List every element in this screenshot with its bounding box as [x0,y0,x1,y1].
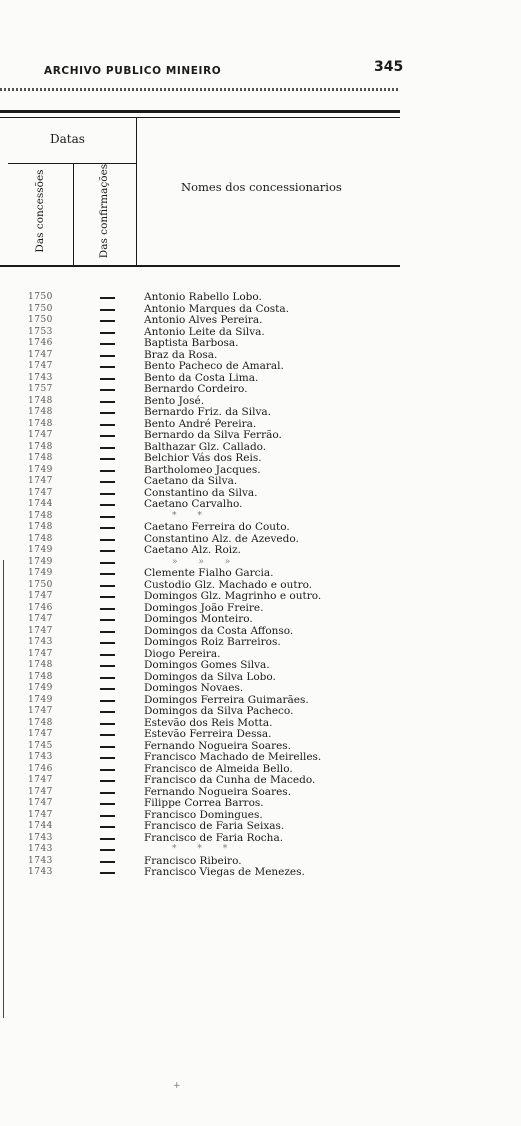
confirmacoes-header: Das confirmações [98,163,110,259]
concessao-date: 1748 [28,660,53,670]
confirmacao-dash [100,470,115,472]
concessionario-name: Belchior Vás dos Reis. [144,452,262,464]
concessao-date: 1748 [28,522,53,532]
confirmacao-dash [100,596,115,598]
confirmacao-dash [100,642,115,644]
concessionario-name: Francisco de Almeida Bello. [144,762,293,775]
concessionario-name: Caetano Ferreira do Couto. [144,521,290,533]
concessionario-name: Bento da Costa Lima. [144,371,259,384]
confirmacao-dash [100,504,115,506]
concessionario-name: Domingos João Freire. [144,601,264,614]
concessao-date: 1749 [28,683,53,693]
concessionario-name: Francisco de Faria Rocha. [144,831,284,844]
concessao-date: 1744 [28,821,53,831]
table-row [0,476,521,488]
concessionario-name: Bento Pacheco de Amaral. [144,360,284,372]
table-row [0,430,521,442]
confirmacao-dash [100,539,115,541]
concessionario-name: Domingos da Silva Pacheco. [144,705,294,717]
confirmacao-dash [100,838,115,840]
confirmacao-dash [100,654,115,656]
table-row [0,499,521,511]
confirmacao-dash [100,366,115,368]
concessao-date: 1747 [28,614,53,624]
confirmacao-dash [100,493,115,495]
table-row [0,591,521,603]
concessionario-name: Estevão dos Reis Motta. [144,716,273,729]
table-row [0,292,521,304]
concessao-date: 1746 [28,763,53,774]
confirmacao-dash [100,665,115,667]
confirmacao-dash [100,792,115,794]
confirmacao-dash [100,826,115,828]
concessionario-name: Francisco da Cunha de Macedo. [144,774,316,786]
table-row [0,384,521,396]
confirmacao-dash [100,872,115,874]
table-row [0,844,521,856]
concessao-date: 1748 [28,453,53,463]
concessao-date: 1747 [28,591,53,601]
column-divider [73,163,74,267]
concessionario-name: Caetano Alz. Roiz. [144,544,242,556]
concessoes-header: Das concessões [34,169,46,253]
confirmacao-dash [100,458,115,460]
concessionario-name: Fernando Nogueira Soares. [144,739,292,752]
table-row [0,798,521,810]
concessionario-name: Domingos da Costa Affonso. [144,624,294,637]
concessao-date: 1757 [28,384,53,394]
table-row [0,407,521,419]
concessao-date: 1747 [28,809,53,820]
concessao-date: 1747 [28,706,53,716]
concessao-date: 1748 [28,407,53,417]
wavy-rule [0,88,400,91]
concessao-date: 1747 [28,648,53,659]
confirmacao-dash [100,320,115,322]
concessao-date: 1744 [28,499,53,509]
table-row [0,672,521,684]
concessao-date: 1748 [28,418,53,429]
concessionario-name: Domingos da Silva Lobo. [144,670,276,683]
table-row [0,315,521,327]
concessionario-name: Estevão Ferreira Dessa. [144,728,272,740]
table-row [0,867,521,879]
concessao-date: 1749 [28,568,53,578]
concessionario-name: Bartholomeo Jacques. [144,463,261,476]
confirmacao-dash [100,297,115,299]
confirmacao-dash [100,723,115,725]
concessionario-name: Domingos Monteiro. [144,613,253,625]
table-row [0,833,521,845]
concessionario-name: Constantino Alz. de Azevedo. [144,532,299,545]
concessao-date: 1748 [28,671,53,682]
confirmacao-dash [100,309,115,311]
table-row [0,361,521,373]
confirmacao-dash [100,343,115,345]
concessionario-name: Custodio Glz. Machado e outro. [144,578,313,591]
footer-mark: + [173,1081,181,1091]
confirmacao-dash [100,746,115,748]
concessao-date: 1743 [28,855,53,866]
table-top-rule [0,110,400,113]
confirmacao-dash [100,481,115,483]
confirmacao-dash [100,447,115,449]
confirmacao-dash [100,585,115,587]
confirmacao-dash [100,332,115,334]
concessao-date: 1746 [28,338,53,348]
concessionario-name: Caetano da Silva. [144,475,238,487]
concessao-date: 1747 [28,798,53,808]
header-bottom-rule [0,265,400,267]
concessionario-name: Fernando Nogueira Soares. [144,785,292,798]
confirmacao-dash [100,608,115,610]
confirmacao-dash [100,700,115,702]
table-row [0,545,521,557]
confirmacao-dash [100,562,115,564]
table-row [0,706,521,718]
concessionario-name: Domingos Novaes. [144,682,244,694]
table-row [0,821,521,833]
concessionario-name: Domingos Roiz Barreiros. [144,636,281,648]
concessionario-name: * * * [172,844,237,854]
concessao-date: 1747 [28,430,53,440]
concessao-date: 1748 [28,441,53,452]
datas-header: Datas [50,132,85,146]
concessionario-name: Balthazar Glz. Callado. [144,440,267,453]
concessionario-name: Diogo Pereira. [144,647,221,660]
confirmacao-dash [100,803,115,805]
concessao-date: 1748 [28,717,53,728]
table-row [0,453,521,465]
concessionario-name: Caetano Carvalho. [144,498,243,510]
concessao-date: 1750 [28,292,53,302]
concessao-date: 1743 [28,844,53,854]
table-row [0,752,521,764]
confirmacao-dash [100,435,115,437]
table-row [0,637,521,649]
concessao-date: 1749 [28,545,53,555]
confirmacao-dash [100,849,115,851]
table-row [0,327,521,339]
table-row [0,683,521,695]
confirmacao-dash [100,619,115,621]
concessao-date: 1743 [28,372,53,383]
concessionario-name: Antonio Alves Pereira. [144,314,263,326]
confirmacao-dash [100,389,115,391]
concessionario-name: Domingos Gomes Silva. [144,659,270,671]
concessao-date: 1749 [28,464,53,475]
confirmacao-dash [100,677,115,679]
page-header [0,56,521,86]
nomes-header: Nomes dos concessionarios [181,180,342,194]
confirmacao-dash [100,631,115,633]
confirmacao-dash [100,815,115,817]
concessionario-name: » » » [172,556,240,567]
concessao-date: 1747 [28,487,53,498]
concessionario-name: Francisco Viegas de Menezes. [144,866,305,878]
confirmacao-dash [100,861,115,863]
table-row [0,614,521,626]
concessao-date: 1748 [28,533,53,544]
concessao-date: 1750 [28,579,53,590]
table-top-thin-rule [0,117,400,118]
concessionario-name: Bernardo Friz. da Silva. [144,406,271,418]
concessao-date: 1747 [28,476,53,486]
concessao-date: 1748 [28,510,53,521]
concessao-date: 1747 [28,729,53,739]
confirmacao-dash [100,780,115,782]
concessao-date: 1743 [28,867,53,877]
concessionario-name: Domingos Ferreira Guimarães. [144,693,309,706]
table-row [0,534,521,546]
confirmacao-dash [100,757,115,759]
confirmacao-dash [100,424,115,426]
concessionario-name: Filippe Correa Barros. [144,797,264,809]
concessao-date: 1750 [28,303,53,314]
concessionario-name: Constantino da Silva. [144,486,258,499]
concessao-date: 1743 [28,752,53,762]
concessionario-name: Francisco Ribeiro. [144,854,242,867]
concessionario-name: Francisco Domingues. [144,808,263,821]
concessao-date: 1753 [28,326,53,337]
concessionario-name: Bento André Pereira. [144,417,257,430]
concessionario-name: * * [172,510,211,521]
datas-underline [8,163,136,164]
confirmacao-dash [100,412,115,414]
concessionario-name: Francisco de Faria Seixas. [144,820,285,832]
confirmacao-dash [100,401,115,403]
table-row [0,522,521,534]
concessao-date: 1743 [28,637,53,647]
confirmacao-dash [100,527,115,529]
concessao-date: 1749 [28,556,53,567]
confirmacao-dash [100,769,115,771]
concessionario-name: Braz da Rosa. [144,348,218,361]
concessao-date: 1743 [28,832,53,843]
concessao-date: 1749 [28,694,53,705]
table-row [0,488,521,500]
table-row [0,338,521,350]
table-row [0,729,521,741]
confirmacao-dash [100,734,115,736]
concessionario-name: Antonio Leite da Silva. [144,325,265,338]
concessionario-name: Antonio Rabello Lobo. [144,291,262,303]
confirmacao-dash [100,516,115,518]
concessionario-name: Antonio Marques da Costa. [144,302,290,315]
concessao-date: 1745 [28,740,53,751]
page-number: 345 [374,59,404,75]
concessao-date: 1747 [28,775,53,785]
concessao-date: 1747 [28,786,53,797]
confirmacao-dash [100,355,115,357]
table-row [0,465,521,477]
table-row [0,660,521,672]
concessionario-name: Domingos Glz. Magrinho e outro. [144,590,322,602]
concessionario-name: Bento José. [144,394,205,407]
concessao-date: 1750 [28,315,53,325]
concessionario-name: Bernardo da Silva Ferrão. [144,429,282,441]
table-row [0,603,521,615]
confirmacao-dash [100,688,115,690]
confirmacao-dash [100,550,115,552]
table-row [0,568,521,580]
concessao-date: 1746 [28,602,53,613]
confirmacao-dash [100,711,115,713]
concessao-date: 1747 [28,625,53,636]
confirmacao-dash [100,378,115,380]
concessionario-name: Baptista Barbosa. [144,337,239,349]
column-divider [136,118,137,266]
concessionario-name: Clemente Fialho Garcia. [144,567,274,579]
concessao-date: 1747 [28,349,53,360]
concessao-date: 1748 [28,395,53,406]
concessao-date: 1747 [28,361,53,371]
running-title: ARCHIVO PUBLICO MINEIRO [44,65,222,77]
concessionarios-list [0,292,521,879]
table-row [0,373,521,385]
confirmacao-dash [100,573,115,575]
concessionario-name: Francisco Machado de Meirelles. [144,751,322,763]
concessionario-name: Bernardo Cordeiro. [144,383,248,395]
table-row [0,775,521,787]
